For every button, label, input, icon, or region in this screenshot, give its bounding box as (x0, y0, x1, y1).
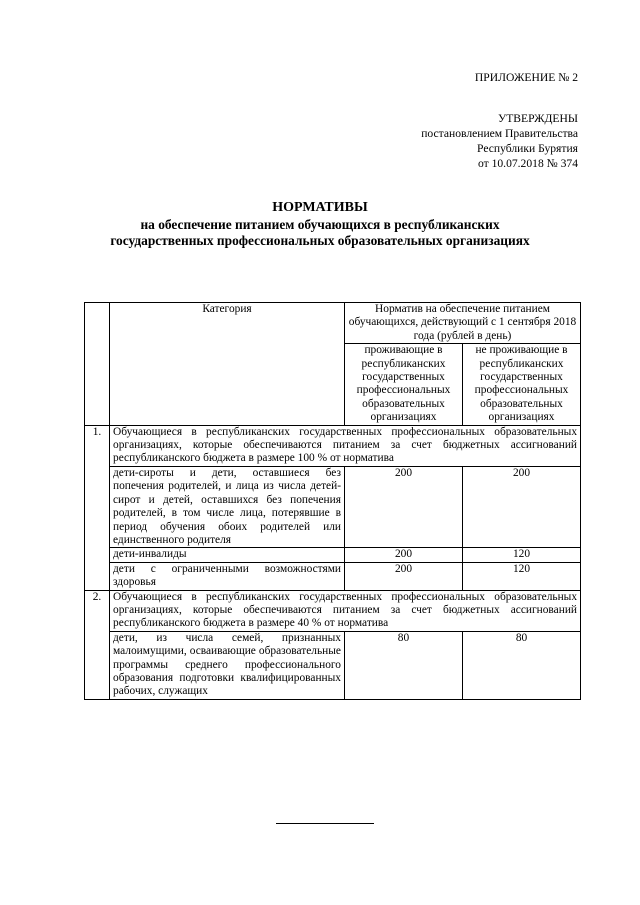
footer-separator-line (276, 823, 374, 824)
title-subheading: на обеспечение питанием обучающихся в республиканских государственных профессиональных образовательных организациях (110, 216, 530, 248)
section-text: Обучающиеся в республиканских государственных профессиональных образовательных организациях, которые обеспечиваются питанием за счет бюджетных ассигнований республиканского бюджета в размере 40 % от норматива (110, 590, 581, 631)
header-resident: проживающие в республиканских государственных профессиональных образовательных организациях (345, 344, 463, 425)
section-number: 2. (85, 590, 110, 699)
table-row (85, 631, 581, 699)
table-row (85, 562, 581, 590)
header-nonresident: не проживающие в республиканских государственных профессиональных образовательных организациях (463, 344, 581, 425)
category-cell: дети-сироты и дети, оставшиеся без попечения родителей, и лица из числа детей-сирот и детей, оставшихся без попечения родителей, в том числе лица, потерявшие в период обучения обоих родителей или единственного родителя (110, 466, 345, 547)
approval-line: постановлением Правительства (421, 127, 578, 140)
approval-block (421, 111, 578, 171)
nonresident-value: 200 (463, 466, 581, 547)
resident-value: 80 (345, 631, 463, 699)
annex-label: ПРИЛОЖЕНИЕ № 2 (474, 71, 578, 84)
nonresident-value: 120 (463, 548, 581, 562)
header-category: Категория (110, 303, 345, 426)
approval-line: УТВЕРЖДЕНЫ (497, 112, 578, 125)
header-num-cell (85, 303, 110, 426)
nonresident-value: 80 (463, 631, 581, 699)
title-heading: НОРМАТИВЫ (272, 200, 368, 215)
resident-value: 200 (345, 562, 463, 590)
category-cell: дети-инвалиды (110, 548, 345, 562)
section-text: Обучающиеся в республиканских государственных профессиональных образовательных организациях, которые обеспечиваются питанием за счет бюджетных ассигнований республиканского бюджета в размере 100 % от норматива (110, 425, 581, 466)
resident-value: 200 (345, 548, 463, 562)
table-row (85, 548, 581, 562)
table-header-row (85, 303, 581, 344)
nonresident-value: 120 (463, 562, 581, 590)
section-row (85, 590, 581, 631)
norms-table (84, 302, 581, 700)
approval-line: от 10.07.2018 № 374 (477, 157, 578, 170)
section-number: 1. (85, 425, 110, 590)
resident-value: 200 (345, 466, 463, 547)
approval-line: Республики Бурятия (477, 142, 578, 155)
category-cell: дети, из числа семей, признанных малоимущими, осваивающие образовательные программы среднего профессионального образования подготовки квалифицированных рабочих, служащих (110, 631, 345, 699)
header-norm: Норматив на обеспечение питанием обучающихся, действующий с 1 сентября 2018 года (рублей в день) (345, 303, 581, 344)
document-title (100, 200, 540, 250)
category-cell: дети с ограниченными возможностями здоровья (110, 562, 345, 590)
section-row (85, 425, 581, 466)
table-row (85, 466, 581, 547)
